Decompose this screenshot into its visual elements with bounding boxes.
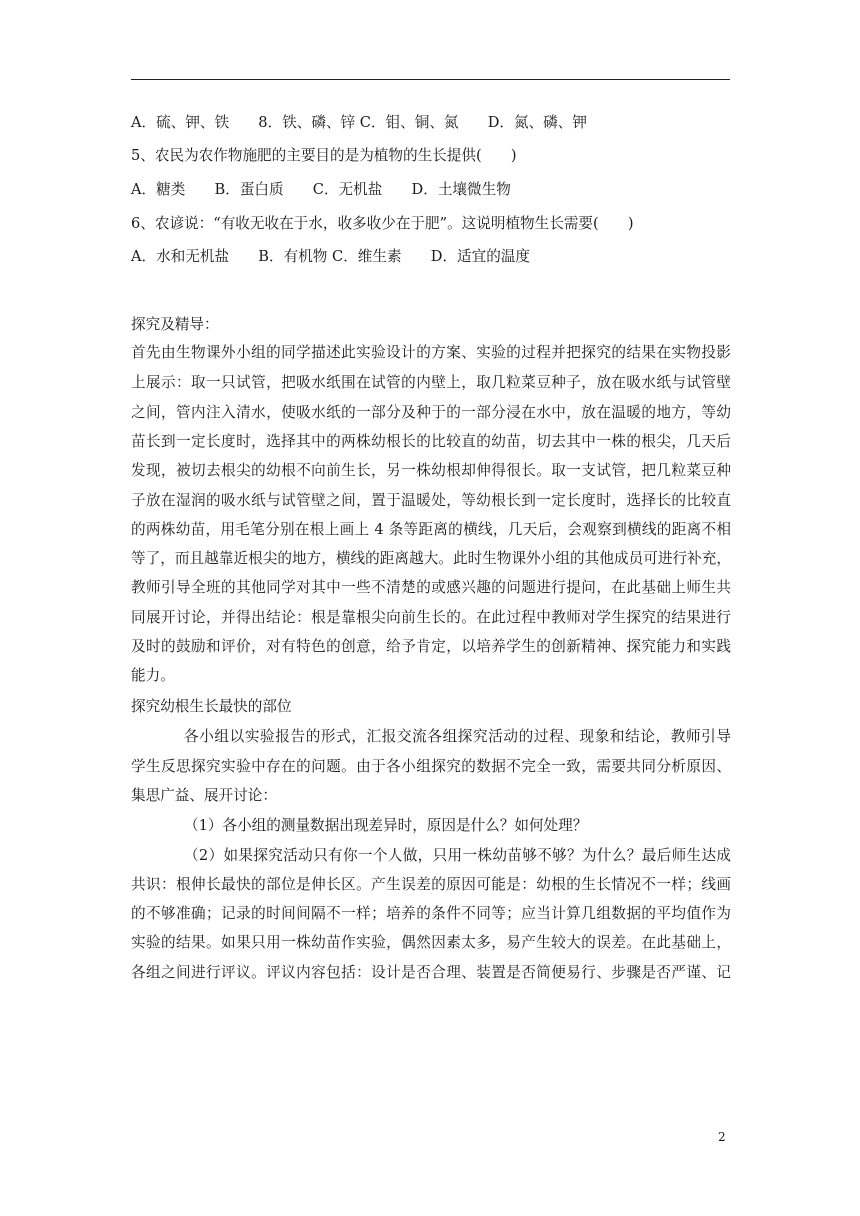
- section2-para-line: 学生反思探究实验中存在的问题。由于各小组探究的数据不完全一致，需要共同分析原因、: [131, 758, 731, 775]
- q5-options: A．糖类 B．蛋白质 C．无机盐 D．土壤微生物: [131, 181, 511, 198]
- q4-options: A．硫、钾、铁 8．铁、磷、锌 C．钼、铜、氮 D．氮、磷、钾: [131, 114, 587, 131]
- section2-para-line: 集思广益、展开讨论：: [131, 787, 277, 804]
- section2-heading: 探究幼根生长最快的部位: [131, 698, 292, 715]
- section2-item-2-line: 共识：根伸长最快的部位是伸长区。产生误差的原因可能是：幼根的生长情况不一样；线画: [131, 876, 731, 893]
- section1-line: 的两株幼苗，用毛笔分别在根上画上 4 条等距离的横线，几天后，会观察到横线的距离不相: [131, 521, 731, 538]
- q6-stem: 6、农谚说：“有收无收在于水，收多收少在于肥”。这说明植物生长需要( ): [131, 215, 634, 232]
- section1-line: 教师引导全班的其他同学对其中一些不清楚的或感兴趣的问题进行提问，在此基础上师生共: [131, 579, 731, 596]
- header-rule: [131, 79, 730, 80]
- section1-line: 子放在湿润的吸水纸与试管壁之间，置于温暖处，等幼根长到一定长度时，选择长的比较直: [131, 492, 731, 509]
- section2-item-2-line: 实验的结果。如果只用一株幼苗作实验，偶然因素太多，易产生较大的误差。在此基础上，: [131, 934, 731, 951]
- page-number: 2: [718, 1130, 726, 1144]
- section2-para-line: 各小组以实验报告的形式，汇报交流各组探究活动的过程、现象和结论，教师引导: [184, 728, 731, 745]
- section2-item-1: （1）各小组的测量数据出现差异时，原因是什么？如何处理？: [184, 817, 588, 834]
- section1-line: 同展开讨论，并得出结论：根是靠根尖向前生长的。在此过程中教师对学生探究的结果进行: [131, 609, 731, 626]
- section1-line: 能力。: [131, 667, 175, 684]
- section1-line: 及时的鼓励和评价，对有特色的创意，给予肯定，以培养学生的创新精神、探究能力和实践: [131, 638, 731, 655]
- section1-line: 等了，而且越靠近根尖的地方，横线的距离越大。此时生物课外小组的其他成员可进行补充，: [131, 550, 731, 567]
- section1-heading: 探究及精导：: [131, 316, 219, 333]
- section2-item-2-line: 的不够准确；记录的时间间隔不一样；培养的条件不同等；应当计算几组数据的平均值作为: [131, 905, 731, 922]
- section1-line: 苗长到一定长度时，选择其中的两株幼根长的比较直的幼苗，切去其中一株的根尖，几天后: [131, 433, 731, 450]
- section2-item-2-line: （2）如果探究活动只有你一个人做，只用一株幼苗够不够？为什么？最后师生达成: [184, 847, 731, 864]
- section1-line: 首先由生物课外小组的同学描述此实验设计的方案、实验的过程并把探究的结果在实物投影: [131, 344, 731, 361]
- section1-line: 之间，管内注入清水，使吸水纸的一部分及种于的一部分浸在水中，放在温暖的地方，等幼: [131, 404, 731, 421]
- q5-stem: 5、农民为农作物施肥的主要目的是为植物的生长提供( ): [131, 147, 517, 164]
- section1-line: 发现，被切去根尖的幼根不向前生长，另一株幼根却伸得很长。取一支试管，把几粒菜豆种: [131, 462, 731, 479]
- section2-item-2-line: 各组之间进行评议。评议内容包括：设计是否合理、装置是否简便易行、步骤是否严谨、记: [131, 964, 731, 981]
- section1-line: 上展示：取一只试管，把吸水纸围在试管的内壁上，取几粒菜豆种子，放在吸水纸与试管壁: [131, 374, 731, 391]
- q6-options: A．水和无机盐 B．有机物 C．维生素 D．适宜的温度: [131, 248, 531, 265]
